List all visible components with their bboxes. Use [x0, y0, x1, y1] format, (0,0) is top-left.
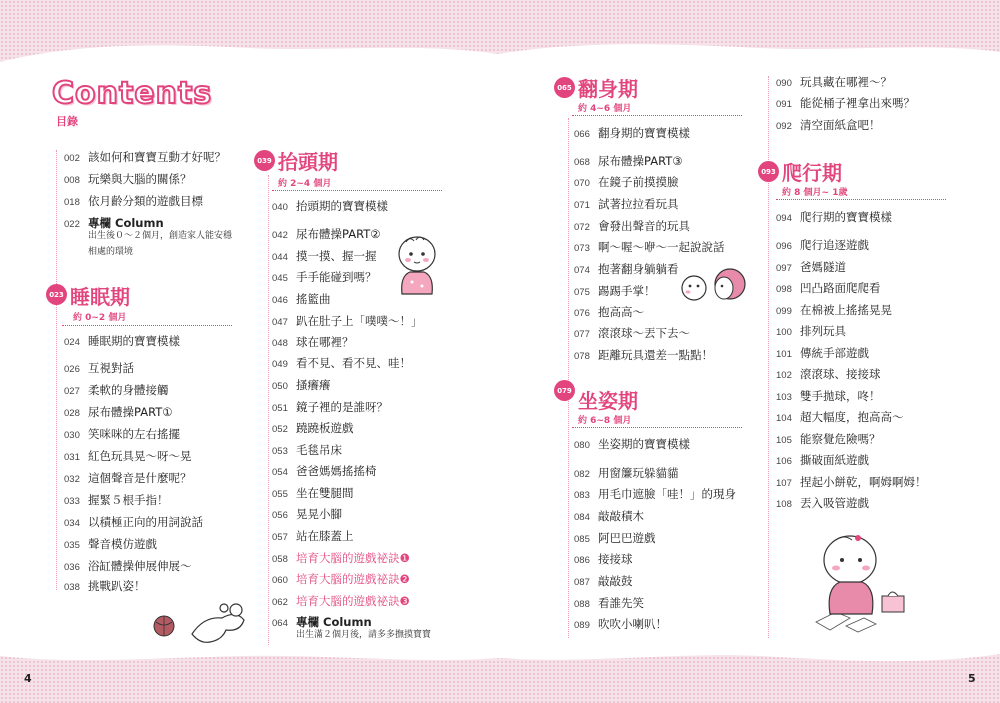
toc-entry-title: 啊～喔～咿～一起說說話 — [598, 240, 725, 254]
toc-entry-title: 在鏡子前摸摸臉 — [598, 175, 679, 189]
toc-page-number: 076 — [574, 308, 590, 319]
toc-entry[interactable] — [776, 366, 881, 382]
toc-entry-title: 培育大腦的遊戲祕訣❸ — [296, 594, 410, 608]
toc-entry[interactable] — [574, 465, 679, 481]
toc-page-number: 103 — [776, 392, 792, 403]
toc-page-number: 033 — [64, 496, 80, 507]
toc-page-number: 047 — [272, 317, 288, 328]
toc-entry[interactable] — [574, 325, 690, 341]
page-number-left: 4 — [24, 672, 32, 685]
toc-entry-title: 雙手拋球，咚！ — [800, 389, 881, 403]
toc-page-number: 031 — [64, 452, 80, 463]
column-note-line: 出生滿２個月後，請多多撫摸寶寶 — [296, 630, 432, 640]
toc-entry-title: 清空面紙盒吧！ — [800, 118, 881, 132]
baby-tissue-box-illustration — [806, 526, 918, 636]
toc-entry-title: 玩具藏在哪裡～？ — [800, 75, 892, 89]
toc-page-number: 062 — [272, 597, 288, 608]
toc-entry[interactable] — [272, 485, 354, 501]
toc-page-number: 099 — [776, 306, 792, 317]
toc-page-number: 082 — [574, 469, 590, 480]
toc-entry-title: 球在哪裡？ — [296, 335, 354, 349]
toc-entry[interactable] — [272, 248, 377, 264]
toc-entry-title: 能察覺危險嗎？ — [800, 432, 881, 446]
toc-page-number: 050 — [272, 381, 288, 392]
toc-page-number: 074 — [574, 265, 590, 276]
toc-entry[interactable] — [776, 323, 846, 339]
toc-entry[interactable] — [272, 442, 342, 458]
toc-page-number: 051 — [272, 403, 288, 414]
toc-page-number: 048 — [272, 338, 288, 349]
toc-page-number: 086 — [574, 555, 590, 566]
section-title[interactable]: 翻身期 — [578, 77, 638, 101]
toc-entry-title: 坐在雙腿間 — [296, 486, 354, 500]
toc-entry[interactable] — [272, 334, 354, 350]
toc-entry-title: 這個聲音是什麼呢？ — [88, 471, 192, 485]
toc-entry[interactable] — [64, 426, 180, 442]
toc-entry-title: 培育大腦的遊戲祕訣❶ — [296, 551, 410, 565]
toc-entry-title: 距離玩具還差一點點！ — [598, 348, 713, 362]
toc-entry-title: 挑戰趴姿！ — [88, 579, 146, 593]
toc-page-number: 105 — [776, 435, 792, 446]
toc-page-number: 073 — [574, 243, 590, 254]
toc-entry[interactable] — [776, 302, 892, 318]
toc-entry-title: 玩樂與大腦的關係？ — [88, 172, 192, 186]
toc-page-number: 049 — [272, 359, 288, 370]
toc-page-number: 091 — [776, 99, 792, 110]
toc-entry[interactable] — [574, 573, 633, 589]
toc-page-number: 036 — [64, 562, 80, 573]
toc-entry-title: 爸媽隧道 — [800, 260, 846, 274]
toc-entry-title: 互視對話 — [88, 361, 134, 375]
toc-entry-title: 依月齡分類的遊戲目標 — [88, 194, 203, 208]
toc-entry-title: 站在膝蓋上 — [296, 529, 354, 543]
toc-entry[interactable] — [64, 193, 203, 209]
toc-entry[interactable] — [776, 409, 904, 425]
toc-entry-title: 用毛巾遮臉「哇！」的現身 — [598, 487, 736, 501]
toc-entry-title: 接接球 — [598, 552, 633, 566]
toc-entry[interactable] — [574, 304, 644, 320]
toc-page-number: 072 — [574, 222, 590, 233]
toc-entry[interactable] — [574, 283, 656, 299]
toc-entry[interactable] — [776, 209, 892, 225]
section-title[interactable]: 爬行期 — [782, 161, 842, 185]
toc-page-number: 008 — [64, 175, 80, 186]
toc-entry-title: 敲敲積木 — [598, 509, 644, 523]
toc-entry[interactable] — [64, 333, 180, 349]
toc-entry[interactable] — [272, 226, 381, 242]
toc-entry[interactable] — [64, 382, 169, 398]
toc-entry-title: 握緊５根手指！ — [88, 493, 169, 507]
toc-entry[interactable] — [776, 345, 869, 361]
section-badge: 079 — [554, 380, 575, 401]
toc-entry-title: 笑咪咪的左右搖擺 — [88, 427, 180, 441]
section-badge: 039 — [254, 150, 275, 171]
toc-entry-title: 排列玩具 — [800, 324, 846, 338]
toc-entry[interactable] — [272, 550, 410, 566]
toc-entry[interactable] — [574, 196, 679, 212]
toc-entry-title: 專欄 Column — [296, 615, 372, 629]
toc-entry[interactable] — [574, 595, 644, 611]
toc-entry[interactable] — [776, 117, 881, 133]
toc-entry-title: 尿布體操PART② — [296, 227, 381, 241]
toc-entry[interactable] — [574, 347, 713, 363]
toc-page-number: 107 — [776, 478, 792, 489]
toc-page-number: 042 — [272, 230, 288, 241]
toc-page-number: 106 — [776, 456, 792, 467]
toc-page-number: 087 — [574, 577, 590, 588]
toc-entry[interactable] — [272, 420, 354, 436]
section-badge: 065 — [554, 77, 575, 98]
toc-page-number: 027 — [64, 386, 80, 397]
toc-entry-title: 抬頭期的寶寶模樣 — [296, 199, 388, 213]
toc-entry[interactable] — [64, 448, 192, 464]
toc-entry-title: 浴缸體操伸展伸展～ — [88, 559, 192, 573]
section-title[interactable]: 睡眠期 — [70, 285, 130, 309]
toc-page-number: 057 — [272, 532, 288, 543]
top-decorative-band — [0, 0, 1000, 70]
toc-entry[interactable] — [64, 360, 134, 376]
toc-entry-title: 鏡子裡的是誰呀？ — [296, 400, 388, 414]
contents-heading: Contents — [52, 76, 213, 111]
toc-page-number: 002 — [64, 153, 80, 164]
toc-entry[interactable] — [776, 237, 869, 253]
toc-entry[interactable] — [574, 174, 679, 190]
baby-sitting-illustration — [392, 232, 442, 298]
contents-subheading: 目錄 — [56, 115, 78, 128]
section-divider — [572, 115, 742, 116]
toc-entry[interactable] — [776, 74, 892, 90]
toc-entry[interactable] — [272, 399, 388, 415]
toc-entry-title: 丟入吸管遊戲 — [800, 496, 869, 510]
toc-entry-title: 以積極正向的用詞說話 — [88, 515, 203, 529]
toc-entry-title: 看不見、看不見、哇！ — [296, 356, 411, 370]
toc-page-number: 055 — [272, 489, 288, 500]
toc-page-number: 054 — [272, 467, 288, 478]
toc-entry-title: 滾滾球～丟下去～ — [598, 326, 690, 340]
toc-page-number: 028 — [64, 408, 80, 419]
toc-entry-title: 阿巴巴遊戲 — [598, 531, 656, 545]
toc-entry[interactable] — [574, 218, 690, 234]
page-number-right: 5 — [968, 672, 976, 685]
toc-page-number: 034 — [64, 518, 80, 529]
column-note-line: 相處的環境 — [88, 247, 134, 257]
toc-entry[interactable] — [776, 280, 881, 296]
toc-page-number: 098 — [776, 284, 792, 295]
section-age-range: 約 2~4 個月 — [278, 179, 332, 189]
section-title[interactable]: 坐姿期 — [578, 389, 638, 413]
toc-entry-title: 紅色玩具晃～呀～晃 — [88, 449, 192, 463]
toc-page-number: 045 — [272, 273, 288, 284]
toc-entry-title: 爸爸媽媽搖搖椅 — [296, 464, 377, 478]
toc-entry[interactable] — [272, 198, 388, 214]
column-rule — [56, 150, 57, 590]
section-divider — [62, 325, 232, 326]
toc-entry[interactable] — [776, 495, 869, 511]
toc-entry-title: 搔癢癢 — [296, 378, 331, 392]
toc-entry-title: 捏起小餅乾，啊姆啊姆！ — [800, 475, 927, 489]
toc-entry[interactable] — [574, 436, 690, 452]
toc-entry-title: 撕破面紙遊戲 — [800, 453, 869, 467]
section-badge: 093 — [758, 161, 779, 182]
toc-entry-title: 傳統手部遊戲 — [800, 346, 869, 360]
toc-entry-title: 爬行期的寶寶模樣 — [800, 210, 892, 224]
section-badge: 023 — [46, 284, 67, 305]
toc-page-number: 064 — [272, 618, 288, 629]
toc-entry-title: 敲敲鼓 — [598, 574, 633, 588]
toc-page-number: 060 — [272, 575, 288, 586]
toc-page-number: 092 — [776, 121, 792, 132]
toc-entry[interactable] — [776, 388, 881, 404]
toc-entry-title: 毛毯吊床 — [296, 443, 342, 457]
toc-page-number: 084 — [574, 512, 590, 523]
toc-entry[interactable] — [64, 536, 157, 552]
toc-entry[interactable] — [272, 528, 354, 544]
toc-entry[interactable] — [272, 291, 331, 307]
toc-entry[interactable] — [272, 313, 423, 329]
toc-entry-title: 該如何和寶寶互動才好呢？ — [88, 150, 226, 164]
section-age-range: 約 4~6 個月 — [578, 104, 632, 114]
toc-entry[interactable] — [64, 492, 169, 508]
toc-page-number: 053 — [272, 446, 288, 457]
toc-entry[interactable] — [64, 558, 192, 574]
toc-page-number: 040 — [272, 202, 288, 213]
toc-entry-title: 超大幅度，抱高高～ — [800, 410, 904, 424]
toc-page-number: 104 — [776, 413, 792, 424]
toc-page-number: 080 — [574, 440, 590, 451]
toc-entry-title: 尿布體操PART① — [88, 405, 173, 419]
toc-entry[interactable] — [574, 508, 644, 524]
toc-entry[interactable] — [64, 171, 192, 187]
toc-entry[interactable] — [574, 551, 633, 567]
toc-page-number: 026 — [64, 364, 80, 375]
toc-page-number: 071 — [574, 200, 590, 211]
toc-entry[interactable] — [64, 514, 203, 530]
section-age-range: 約 6~8 個月 — [578, 416, 632, 426]
toc-entry[interactable] — [574, 153, 683, 169]
toc-page-number: 018 — [64, 197, 80, 208]
toc-entry-title: 手手能碰到嗎？ — [296, 270, 377, 284]
toc-page-number: 094 — [776, 213, 792, 224]
toc-entry-title: 看誰先笑 — [598, 596, 644, 610]
toc-entry[interactable] — [272, 506, 342, 522]
column-rule — [568, 118, 569, 638]
toc-entry[interactable] — [776, 431, 881, 447]
baby-and-parent-faces-illustration — [678, 266, 750, 304]
toc-page-number: 032 — [64, 474, 80, 485]
column-rule — [268, 175, 269, 645]
toc-entry-title: 試著拉拉看玩具 — [598, 197, 679, 211]
toc-entry[interactable] — [64, 149, 226, 165]
toc-entry[interactable] — [776, 474, 927, 490]
toc-entry-title: 聲音模仿遊戲 — [88, 537, 157, 551]
toc-page-number: 058 — [272, 554, 288, 565]
toc-entry-title: 在棉被上搖搖晃晃 — [800, 303, 892, 317]
toc-page-number: 068 — [574, 157, 590, 168]
baby-crawling-ball-illustration — [152, 598, 262, 648]
toc-entry-title: 吹吹小喇叭！ — [598, 617, 667, 631]
toc-entry-title: 用窗簾玩躲貓貓 — [598, 466, 679, 480]
toc-entry[interactable] — [574, 530, 656, 546]
bottom-decorative-band — [0, 648, 1000, 703]
section-divider — [572, 427, 742, 428]
toc-entry[interactable] — [574, 125, 690, 141]
toc-page-number: 088 — [574, 599, 590, 610]
toc-page-number: 108 — [776, 499, 792, 510]
toc-entry[interactable] — [574, 616, 667, 632]
toc-page-number: 096 — [776, 241, 792, 252]
toc-entry-title: 抱著翻身躺躺看 — [598, 262, 679, 276]
toc-entry-title: 尿布體操PART③ — [598, 154, 683, 168]
toc-entry-title: 爬行追逐遊戲 — [800, 238, 869, 252]
toc-entry[interactable] — [64, 404, 173, 420]
section-age-range: 約 8 個月~ 1歲 — [782, 188, 848, 198]
toc-entry[interactable] — [574, 261, 679, 277]
toc-entry[interactable] — [272, 355, 411, 371]
toc-entry[interactable] — [776, 95, 915, 111]
toc-page-number: 044 — [272, 252, 288, 263]
toc-entry[interactable] — [272, 593, 410, 609]
toc-entry-title: 能從桶子裡拿出來嗎？ — [800, 96, 915, 110]
toc-page-number: 066 — [574, 129, 590, 140]
toc-page-number: 038 — [64, 582, 80, 593]
toc-page-number: 101 — [776, 349, 792, 360]
toc-entry-title: 凹凸路面爬爬看 — [800, 281, 881, 295]
toc-entry[interactable] — [776, 259, 846, 275]
toc-entry[interactable] — [64, 470, 192, 486]
toc-entry-title: 翻身期的寶寶模樣 — [598, 126, 690, 140]
toc-page-number: 022 — [64, 219, 80, 230]
section-age-range: 約 0~2 個月 — [73, 313, 127, 323]
toc-page-number: 052 — [272, 424, 288, 435]
toc-page-number: 056 — [272, 510, 288, 521]
toc-entry-title: 培育大腦的遊戲祕訣❷ — [296, 572, 410, 586]
section-title[interactable]: 抬頭期 — [278, 150, 338, 174]
toc-entry-title: 趴在肚子上「噗噗～！」 — [296, 314, 423, 328]
column-note-line: 出生後０～２個月，創造家人能安穩 — [88, 231, 233, 241]
toc-entry-title: 柔軟的身體接觸 — [88, 383, 169, 397]
toc-entry-title: 踢踢手掌！ — [598, 284, 656, 298]
toc-page-number: 102 — [776, 370, 792, 381]
toc-entry-title: 睡眠期的寶寶模樣 — [88, 334, 180, 348]
toc-entry-title: 蹺蹺板遊戲 — [296, 421, 354, 435]
toc-page-number: 089 — [574, 620, 590, 631]
toc-page-number: 090 — [776, 78, 792, 89]
toc-entry[interactable] — [64, 578, 146, 594]
toc-entry-title: 滾滾球、接接球 — [800, 367, 881, 381]
toc-page-number: 030 — [64, 430, 80, 441]
toc-entry[interactable] — [272, 463, 377, 479]
section-divider — [776, 199, 946, 200]
toc-page-number: 075 — [574, 287, 590, 298]
toc-page-number: 070 — [574, 178, 590, 189]
toc-entry-title: 摸一摸、握一握 — [296, 249, 377, 263]
toc-page-number: 077 — [574, 329, 590, 340]
toc-page-number: 085 — [574, 534, 590, 545]
toc-entry-title: 抱高高～ — [598, 305, 644, 319]
toc-page-number: 024 — [64, 337, 80, 348]
toc-entry[interactable] — [574, 239, 725, 255]
toc-entry-title: 晃晃小腳 — [296, 507, 342, 521]
toc-page-number: 078 — [574, 351, 590, 362]
toc-page-number: 097 — [776, 263, 792, 274]
toc-page-number: 035 — [64, 540, 80, 551]
toc-entry-title: 搖籃曲 — [296, 292, 331, 306]
toc-page-number: 046 — [272, 295, 288, 306]
toc-entry[interactable] — [776, 452, 869, 468]
toc-entry-title: 會發出聲音的玩具 — [598, 219, 690, 233]
toc-entry-title: 坐姿期的寶寶模樣 — [598, 437, 690, 451]
toc-page-number: 100 — [776, 327, 792, 338]
toc-entry[interactable] — [574, 486, 736, 502]
toc-entry[interactable] — [272, 269, 377, 285]
section-divider — [272, 190, 442, 191]
toc-entry[interactable] — [272, 571, 410, 587]
toc-page-number: 083 — [574, 490, 590, 501]
toc-entry-title: 專欄 Column — [88, 216, 164, 230]
toc-entry[interactable] — [272, 377, 331, 393]
